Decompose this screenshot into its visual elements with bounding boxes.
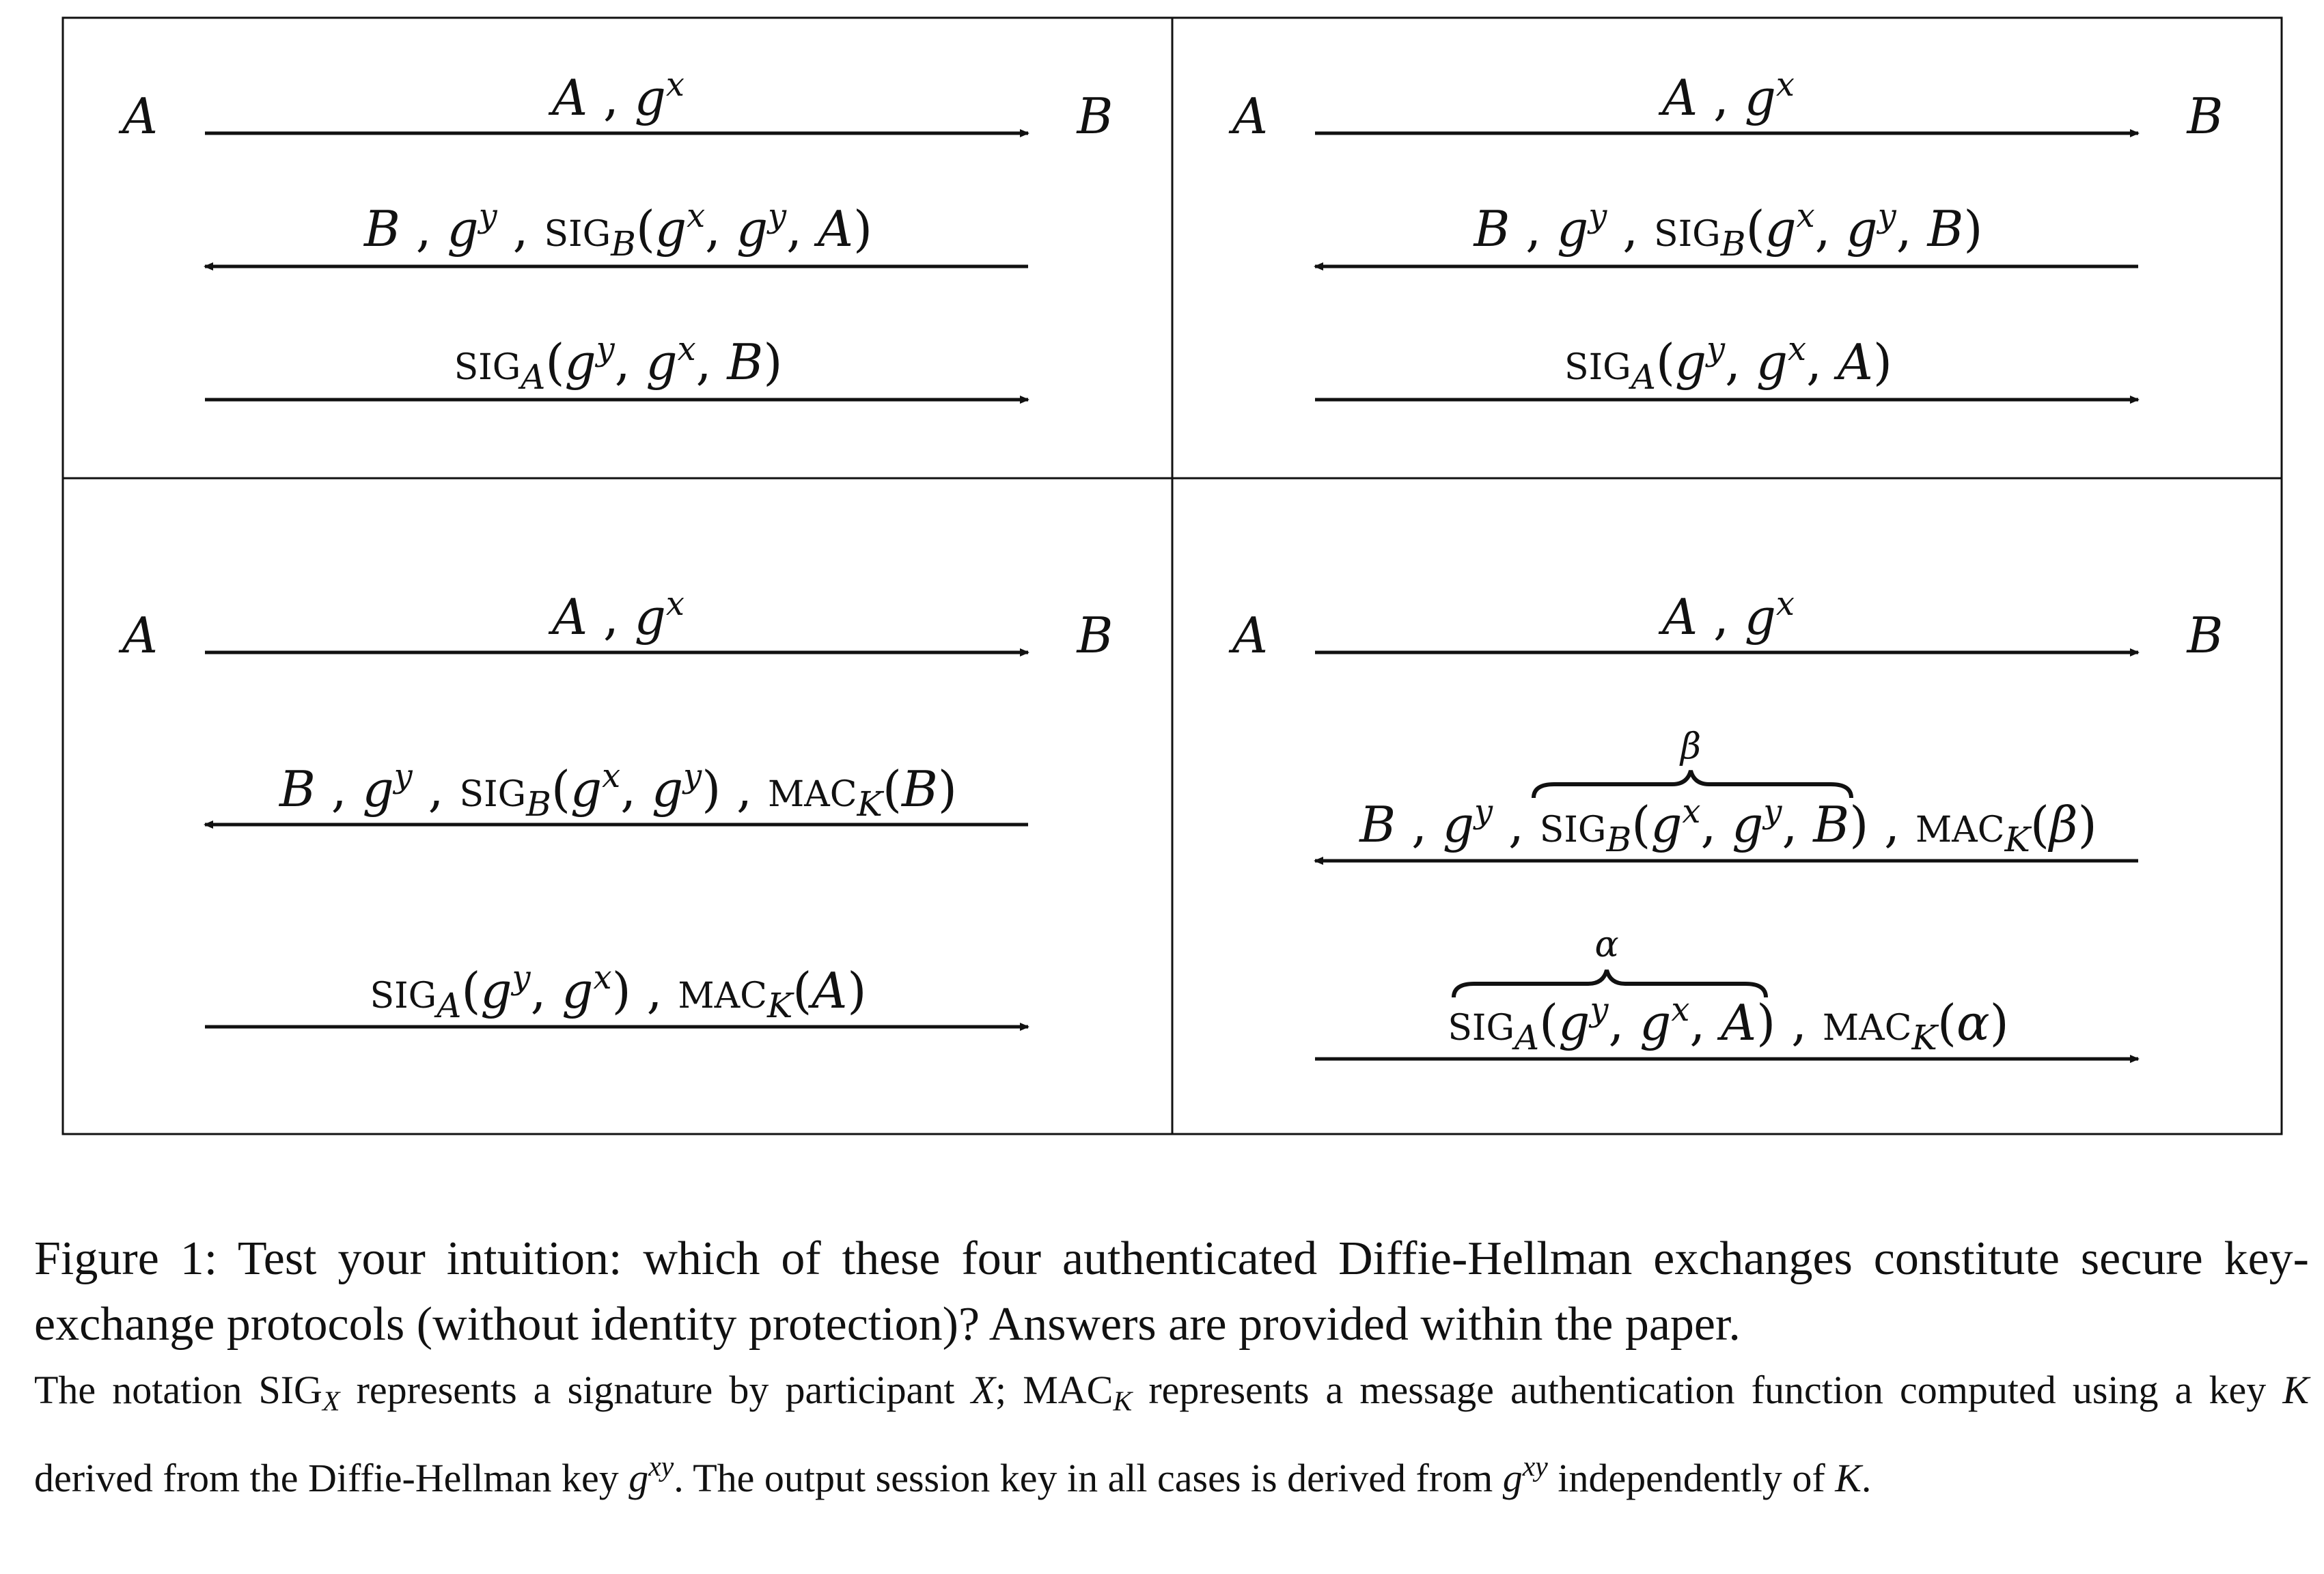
note-text-6: . The output session key in all cases is derived from	[674, 1456, 1493, 1501]
note-k: K	[2282, 1368, 2310, 1412]
note-text-5: derived from the Diffie-Hellman key	[34, 1456, 619, 1501]
party-b-label: B	[1077, 87, 1113, 145]
figure-caption	[34, 1226, 2309, 1511]
message-3-label: $SIGA(g^y$, $g^x$, A) , MACK(α)	[1448, 991, 2009, 1058]
note-mac: MAC	[1023, 1368, 1113, 1412]
caption-notation-note	[34, 1357, 2309, 1511]
party-a-label: A	[122, 607, 158, 664]
note-mac-sub: K	[1113, 1385, 1133, 1418]
caption-sentence-1: Test your intuition: which of these four authenticated Diffie-Hellman exchanges constitute secure key-exchange protocols (without identity protection)?	[34, 1232, 2309, 1351]
message-2-label: B , $g^y$ , $SIGB(g^x$, $g^y$) , MACK(B)	[279, 757, 958, 824]
brace-label-alpha: α	[1594, 924, 1619, 965]
message-3-label: $SIGA(g^y$, $g^x$) , MACK(A)	[370, 958, 867, 1025]
note-sig-sub: X	[322, 1385, 340, 1418]
caption-sentence-2: Answers are provided within the paper.	[988, 1298, 1741, 1351]
party-b-label: B	[2187, 607, 2224, 664]
note-k-2: K	[1835, 1456, 1862, 1501]
panel-4	[1228, 585, 2223, 1059]
note-xy-2: xy	[1522, 1451, 1548, 1483]
message-1-label: A , $g^x$	[552, 66, 684, 126]
note-xy: xy	[648, 1451, 674, 1483]
brace-alpha	[1454, 970, 1766, 997]
party-a-label: A	[1232, 607, 1268, 664]
message-1-label: A , $g^x$	[552, 585, 684, 646]
party-a-label: A	[1232, 87, 1268, 145]
party-b-label: B	[1077, 607, 1113, 664]
party-a-label: A	[122, 87, 158, 145]
note-g: g	[628, 1456, 649, 1501]
message-2-label: B , $g^y$ , $SIGB(g^x$, $g^y$, A)	[363, 197, 873, 264]
panel-3	[118, 585, 1113, 1027]
note-x: X	[971, 1368, 995, 1412]
panel-2	[1228, 66, 2223, 400]
message-1-label: A , $g^x$	[1662, 585, 1795, 646]
note-sig: SIG	[258, 1368, 322, 1412]
brace-label-beta: β	[1680, 726, 1702, 767]
note-text-2: represents a signature by participant	[356, 1368, 955, 1412]
message-2-label: B , $g^y$ , $SIGB(g^x$, $g^y$, B) , MACK(β)	[1359, 792, 2097, 859]
message-3-label: $SIGA(g^y$, $g^x$, B)	[454, 330, 783, 397]
message-2-label: B , $g^y$ , $SIGB(g^x$, $g^y$, B)	[1474, 197, 1983, 264]
note-text-4: represents a message authentication function computed using a key	[1148, 1368, 2267, 1412]
message-1-label: A , $g^x$	[1662, 66, 1795, 126]
message-3-label: $SIGA(g^y$, $g^x$, A)	[1564, 330, 1892, 397]
note-text-1: The notation	[34, 1368, 243, 1412]
panel-1	[118, 66, 1113, 400]
caption-label: Figure 1:	[34, 1232, 218, 1285]
note-text-7: independently of	[1558, 1456, 1825, 1501]
caption-main	[34, 1226, 2309, 1357]
note-text-3: ;	[995, 1368, 1023, 1412]
note-end: .	[1861, 1456, 1872, 1501]
note-g-2: g	[1502, 1456, 1523, 1501]
party-b-label: B	[2187, 87, 2224, 145]
